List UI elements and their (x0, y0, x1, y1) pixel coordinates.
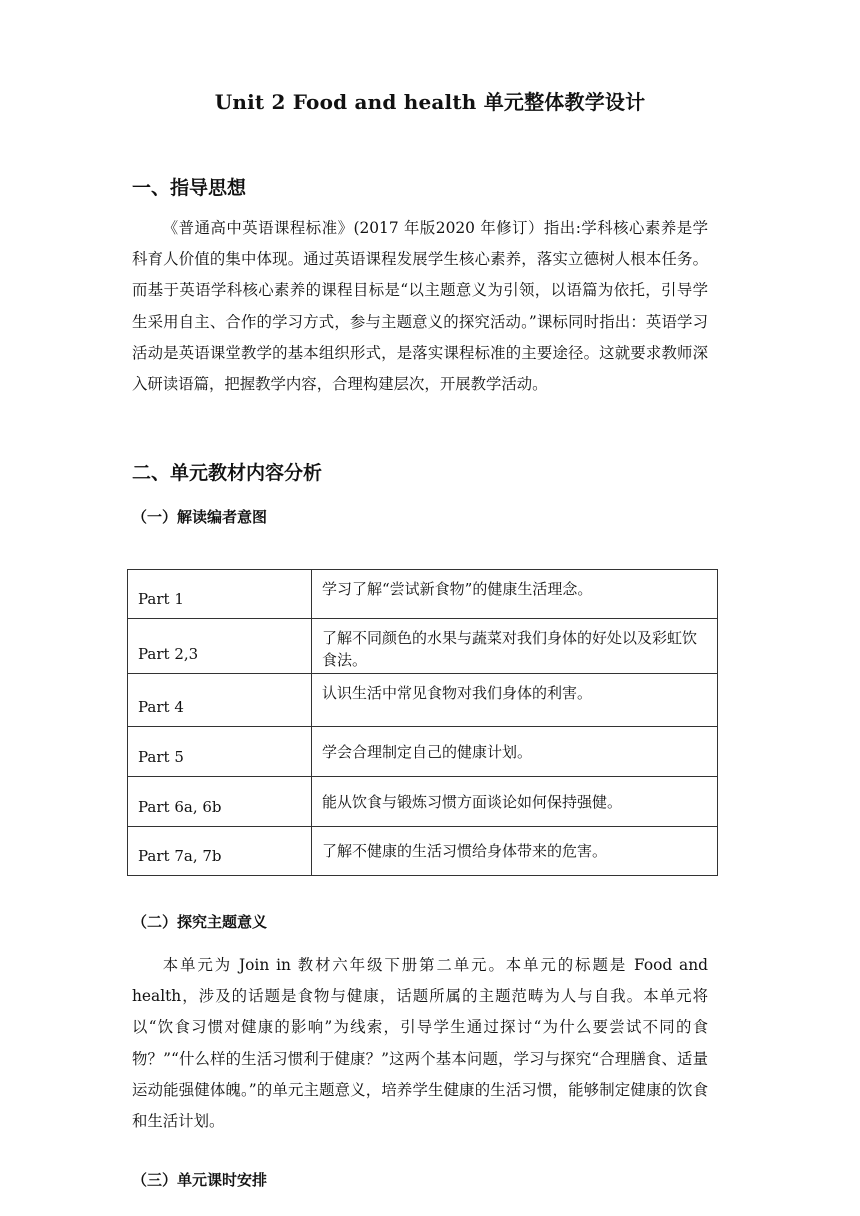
table-row (128, 674, 718, 727)
table-cell-description: 能从饮食与锻炼习惯方面谈论如何保持强健。 (312, 777, 718, 827)
table-row (128, 727, 718, 777)
subheading-theme-meaning: （二）探究主题意义 (132, 913, 268, 931)
table-cell-part: Part 1 (128, 570, 312, 619)
subheading-lesson-arrangement: （三）单元课时安排 (132, 1171, 268, 1189)
table-cell-description: 学习了解“尝试新食物”的健康生活理念。 (312, 570, 718, 619)
section-heading-guiding-ideology: 一、指导思想 (132, 177, 247, 199)
table-cell-part: Part 5 (128, 727, 312, 777)
table-cell-description: 学会合理制定自己的健康计划。 (312, 727, 718, 777)
table-cell-part: Part 6a, 6b (128, 777, 312, 827)
table-cell-description: 了解不健康的生活习惯给身体带来的危害。 (312, 827, 718, 876)
table-row (128, 777, 718, 827)
table-row (128, 619, 718, 674)
unit-parts-table (127, 569, 718, 876)
theme-meaning-paragraph: 本单元为 Join in 教材六年级下册第二单元。本单元的标题是 Food and health，涉及的话题是食物与健康，话题所属的主题范畴为人与自我。本单元将以“饮食习惯对健康的影响”为线索，引导学生通过探讨“为什么要尝试不同的食物？”“什么样的生活习惯利于健康？”这两个基本问题，学习与探究“合理膳食、适量运动能强健体魄。”的单元主题意义，培养学生健康的生活习惯，能够制定健康的饮食和生活计划。 (132, 956, 708, 1131)
subheading-editor-intent: （一）解读编者意图 (132, 508, 268, 526)
table-row (128, 570, 718, 619)
table-cell-description: 认识生活中常见食物对我们身体的利害。 (312, 674, 718, 727)
table-cell-description: 了解不同颜色的水果与蔬菜对我们身体的好处以及彩虹饮食法。 (312, 619, 718, 674)
guiding-ideology-paragraph: 《普通高中英语课程标准》(2017 年版2020 年修订）指出:学科核心素养是学科育人价值的集中体现。通过英语课程发展学生核心素养，落实立德树人根本任务。而基于英语学科核心素养的课程目标是“以主题意义为引领，以语篇为依托，引导学生采用自主、合作的学习方式，参与主题意义的探究活动。”课标同时指出：英语学习活动是英语课堂教学的基本组织形式，是落实课程标准的主要途径。这就要求教师深入研读语篇，把握教学内容，合理构建层次，开展教学活动。 (132, 219, 708, 394)
table-cell-part: Part 4 (128, 674, 312, 727)
section-heading-content-analysis: 二、单元教材内容分析 (132, 462, 323, 484)
table-row (128, 827, 718, 876)
table-cell-part: Part 2,3 (128, 619, 312, 674)
table-cell-part: Part 7a, 7b (128, 827, 312, 876)
document-title: Unit 2 Food and health 单元整体教学设计 (214, 90, 646, 114)
